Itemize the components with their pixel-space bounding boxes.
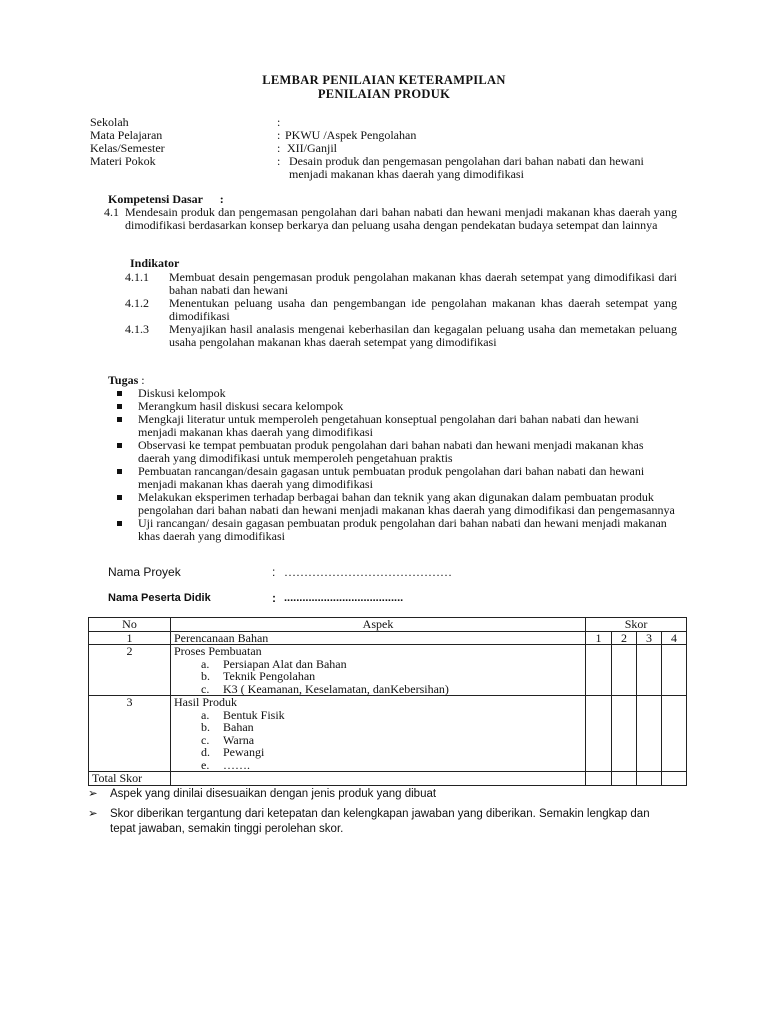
meta-label-sekolah: Sekolah — [90, 115, 129, 129]
sub-text: K3 ( Keamanan, Keselamatan, danKebersihan) — [223, 681, 449, 696]
table-total-row — [89, 772, 687, 786]
tugas-item: Merangkum hasil diskusi secara kelompok — [113, 400, 678, 413]
skor-cell[interactable] — [662, 645, 687, 696]
table-row — [89, 696, 687, 772]
skor-cell[interactable] — [637, 645, 662, 696]
sub-marker: e. — [201, 757, 210, 772]
meta-value-materi-pokok: Desain produk dan pengemasan pengolahan dari bahan nabati dan hewani menjadi makanan khas daerah yang dimodifikasi — [289, 154, 644, 181]
peserta-value: ....................................... — [284, 592, 404, 604]
table-row — [89, 645, 687, 696]
indikator-num: 4.1.3 — [125, 322, 149, 336]
kd-text: Mendesain produk dan pengemasan pengolahan dari bahan nabati dan hewani menjadi makanan khas daerah yang dimodifikasi berdasarkan konsep berkarya dan peluang usaha dengan pendekatan budaya setempat dan lainnya — [125, 205, 677, 232]
sub-marker: c. — [201, 732, 210, 747]
meta-value-kelas-semester: XII/Ganjil — [287, 141, 337, 155]
skor-cell[interactable] — [662, 696, 687, 772]
skor-cell[interactable] — [612, 645, 637, 696]
peserta-colon: : — [272, 591, 276, 605]
arrow-bullet-icon: ➢ — [88, 788, 98, 800]
header-skor: Skor — [586, 618, 687, 632]
tugas-item: Uji rancangan/ desain gagasan pembuatan produk pengolahan dari bahan nabati dan hewani menjadi makanan khas daerah yang dimodifikasi — [113, 517, 678, 543]
score-table — [88, 617, 687, 786]
note-text: Aspek yang dinilai disesuaikan dengan jenis produk yang dibuat — [110, 788, 437, 800]
tugas-item: Pembuatan rancangan/desain gagasan untuk pembuatan produk pengolahan dari bahan nabati dan hewani menjadi makanan khas daerah yang dimodifikasi — [113, 465, 678, 491]
sub-text: Pewangi — [223, 745, 265, 759]
skor-col-label: 2 — [612, 631, 637, 645]
peserta-label: Nama Peserta Didik — [108, 592, 211, 604]
sub-item — [174, 759, 582, 772]
meta-label-kelas-semester: Kelas/Semester — [90, 141, 165, 155]
indikator-text: Membuat desain pengemasan produk pengolahan makanan khas daerah setempat yang dimodifikasi dari bahan nabati dan hewani — [169, 270, 677, 297]
tugas-heading-colon: : — [138, 373, 145, 387]
sub-item — [174, 683, 582, 696]
proyek-colon: : — [272, 565, 276, 579]
note-text: Skor diberikan tergantung dari ketepatan dan kelengkapan jawaban yang diberikan. Semakin lengkap dan tepat jawaban, semakin tinggi perolehan skor. — [110, 808, 650, 835]
kd-heading-text: Kompetensi Dasar — [108, 192, 203, 206]
skor-col-label: 4 — [662, 631, 687, 645]
kd-number: 4.1 — [104, 205, 119, 219]
sub-marker: d. — [201, 745, 210, 759]
meta-colon: : — [277, 115, 281, 129]
sub-marker: c. — [201, 681, 210, 696]
meta-colon: : — [277, 141, 281, 155]
table-header-row — [89, 618, 687, 632]
total-aspek-cell — [171, 772, 586, 786]
row-no: 2 — [89, 645, 171, 696]
skor-cell[interactable] — [586, 696, 612, 772]
kd-heading-colon: : — [219, 192, 224, 206]
indikator-num: 4.1.1 — [125, 270, 149, 284]
row-no: 3 — [89, 696, 171, 772]
document-subtitle: PENILAIAN PRODUK — [317, 87, 451, 101]
document-title: LEMBAR PENILAIAN KETERAMPILAN — [262, 73, 506, 87]
row-aspek-title: Hasil Produk — [174, 695, 237, 709]
row-aspek-title: Proses Pembuatan — [174, 644, 262, 658]
tugas-item: Mengkaji literatur untuk memperoleh pengetahuan konseptual pengolahan dari bahan nabati dan hewani menjadi makanan khas daerah yang dimodifikasi — [113, 413, 678, 439]
meta-colon: : — [277, 128, 281, 142]
tugas-item: Melakukan eksperimen terhadap berbagai bahan dan teknik yang akan digunakan dalam pembuatan produk pengolahan dari bahan nabati dan hewani menjadi makanan khas daerah yang dimodifikasi dan pengemasannya — [113, 491, 678, 517]
skor-cell[interactable] — [637, 696, 662, 772]
tugas-list — [113, 387, 678, 543]
total-label: Total Skor — [89, 772, 171, 786]
arrow-bullet-icon: ➢ — [88, 808, 98, 820]
table-row — [89, 631, 687, 645]
row-aspek: Perencanaan Bahan — [171, 631, 586, 645]
tugas-heading-text: Tugas — [108, 373, 139, 387]
sub-text: Teknik Pengolahan — [223, 669, 316, 683]
sub-text: Bahan — [223, 720, 254, 734]
tugas-item: Observasi ke tempat pembuatan produk pengolahan dari bahan nabati dan hewani menjadi makanan khas daerah yang dimodifikasi untuk memperoleh pengetahuan praktis — [113, 439, 678, 465]
indikator-heading: Indikator — [130, 256, 180, 270]
note-2 — [88, 807, 678, 837]
meta-value-mata-pelajaran: PKWU /Aspek Pengolahan — [285, 128, 417, 142]
indikator-text: Menentukan peluang usaha dan pengembangan ide pengolahan makanan khas daerah setempat yang dimodifikasi — [169, 296, 677, 323]
sub-marker: a. — [201, 656, 210, 671]
meta-label-mata-pelajaran: Mata Pelajaran — [90, 128, 163, 142]
skor-col-label: 3 — [637, 631, 662, 645]
note-1 — [88, 787, 678, 802]
skor-col-label: 1 — [586, 631, 612, 645]
indikator-num: 4.1.2 — [125, 296, 149, 310]
skor-cell[interactable] — [586, 772, 612, 786]
row-aspek — [171, 696, 586, 772]
row-no: 1 — [89, 631, 171, 645]
sub-text: Persiapan Alat dan Bahan — [223, 656, 347, 671]
meta-colon: : — [277, 154, 281, 168]
sub-marker: b. — [201, 669, 210, 683]
proyek-label: Nama Proyek — [108, 565, 181, 579]
header-no: No — [89, 618, 171, 632]
header-aspek: Aspek — [171, 618, 586, 632]
skor-cell[interactable] — [662, 772, 687, 786]
sub-text: Warna — [223, 732, 255, 747]
tugas-item: Diskusi kelompok — [113, 387, 678, 400]
row-aspek — [171, 645, 586, 696]
skor-cell[interactable] — [637, 772, 662, 786]
sub-marker: a. — [201, 707, 210, 722]
sub-text: ……. — [223, 757, 250, 772]
skor-cell[interactable] — [612, 696, 637, 772]
skor-cell[interactable] — [612, 772, 637, 786]
meta-label-materi-pokok: Materi Pokok — [90, 154, 156, 168]
sub-text: Bentuk Fisik — [223, 707, 285, 722]
indikator-text: Menyajikan hasil analasis mengenai keberhasilan dan kegagalan peluang usaha dan memetakan peluang usaha pengolahan makanan khas daerah setempat yang dimodifikasi — [169, 322, 677, 349]
sub-marker: b. — [201, 720, 210, 734]
skor-cell[interactable] — [586, 645, 612, 696]
proyek-value: …………………………………… — [284, 565, 452, 579]
